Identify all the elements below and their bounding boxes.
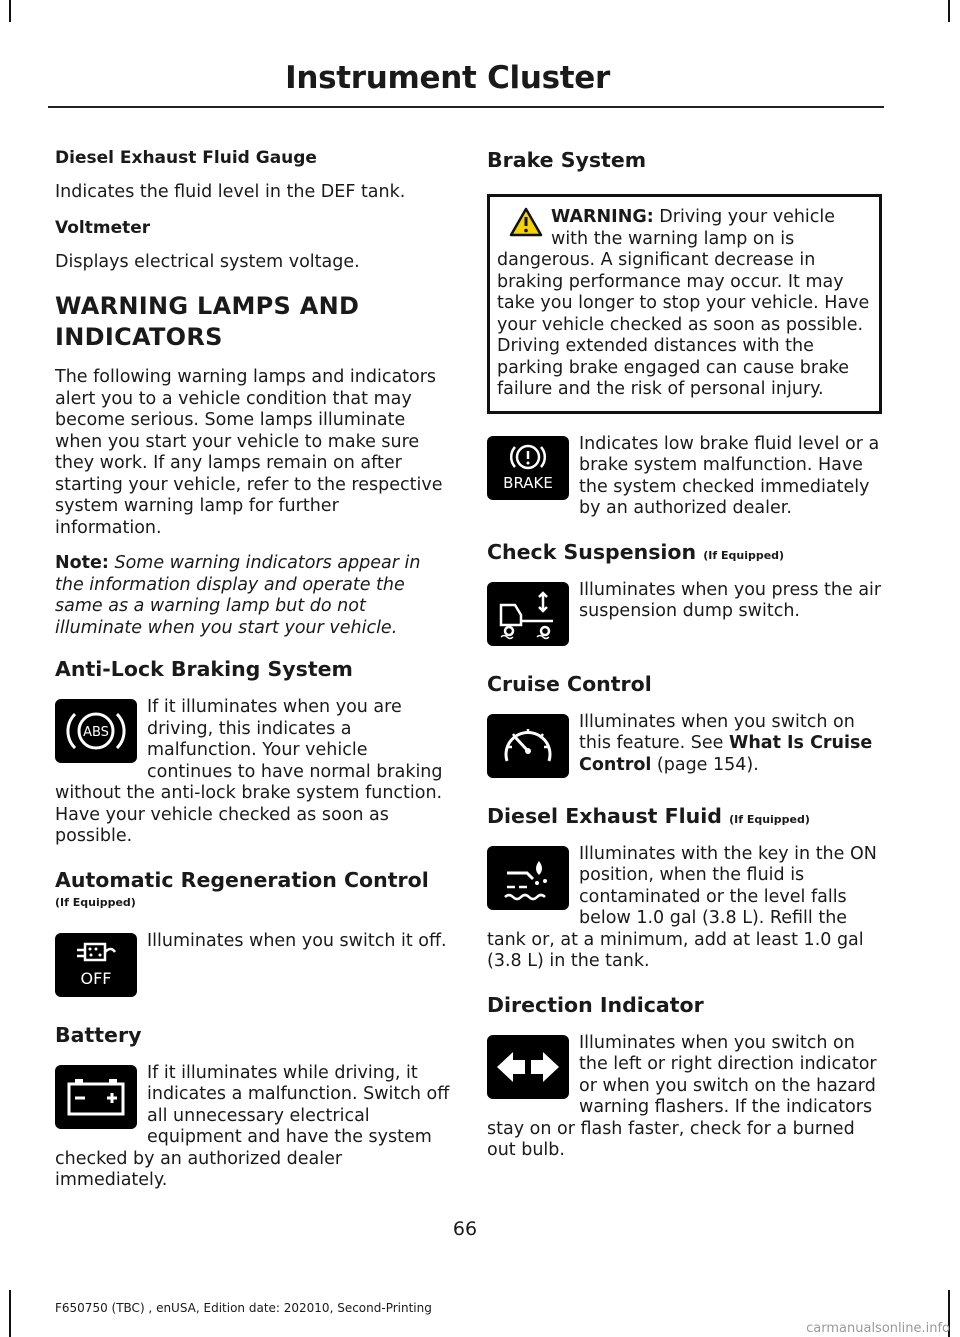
right-column: [487, 148, 882, 1182]
cruise-xref-link[interactable]: What Is Cruise Control: [579, 733, 873, 775]
brake-block: [487, 434, 882, 520]
arrows-icon: [487, 1035, 569, 1099]
suspension-icon: [487, 582, 569, 646]
def-icon: [487, 846, 569, 910]
suspension-text: Illuminates when you press the air suspension dump switch.: [579, 579, 882, 621]
voltmeter-title: Voltmeter: [55, 217, 151, 238]
suspension-heading: [487, 540, 882, 564]
warning-label: WARNING:: [551, 207, 654, 227]
cruise-block: [487, 712, 882, 784]
intro-text: The following warning lamps and indicators alert you to a vehicle condition that may become serious. Some lamps illuminate when you start your vehicle to make sure they work. If any lamps remain on after starting your vehicle, refer to the respective system warning lamp for further information.: [55, 367, 443, 538]
regen-icon-label: OFF: [80, 968, 112, 988]
cruise-text-before: Illuminates when you switch on this feature. See: [579, 711, 855, 753]
note: [55, 553, 450, 639]
def-gauge-text: Indicates the fluid level in the DEF tank.: [55, 182, 406, 202]
brake-title: Brake System: [487, 148, 647, 172]
def-block: [487, 844, 882, 973]
cruise-title: Cruise Control: [487, 671, 652, 696]
note-text: Some warning indicators appear in the information display and operate the same as a warning lamp but do not illuminate when you start your vehicle.: [55, 553, 421, 638]
header-rule: [48, 106, 884, 108]
warning-text: Driving your vehicle with the warning lamp on is dangerous. A significant decrease in braking performance may occur. It may take you longer to stop your vehicle. Have your vehicle checked as soon as possible. Driving extended distances with the parking brake engaged can cause brake failure and the risk of personal injury.: [497, 207, 870, 399]
def-heading: [487, 804, 882, 828]
voltmeter-text: Displays electrical system voltage.: [55, 251, 360, 272]
regen-if-equipped: (If Equipped): [55, 895, 136, 909]
warning-box: [487, 194, 882, 414]
direction-title: Direction Indicator: [487, 992, 704, 1017]
suspension-title: Check Suspension: [487, 539, 697, 564]
cruise-text-after: (page 154).: [651, 754, 759, 775]
abs-block: [55, 697, 450, 848]
direction-text: Illuminates when you switch on the left or right direction indicator or when you switch on the hazard warning flashers. If the indicators stay on or flash faster, check for a burned out bulb.: [487, 1032, 877, 1160]
brake-icon-label: BRAKE: [503, 473, 553, 492]
abs-text: If it illuminates when you are driving, this indicates a malfunction. Your vehicle continues to have normal braking without the anti-lock brake system function. Have your vehicle checked as soon as possible.: [55, 697, 443, 846]
warning-paragraph: [497, 207, 872, 401]
suspension-if-equipped: (If Equipped): [703, 548, 785, 562]
def-text: Illuminates with the key in the ON position, when the fluid is contaminated or the level falls below 1.0 gal (3.8 L). Refill the tank or, at a minimum, add at least 1.0 gal (3.8 L) in the tank.: [487, 843, 877, 971]
abs-icon: [55, 699, 137, 763]
page-number: 66: [452, 1218, 478, 1240]
brake-text: Indicates low brake fluid level or a brake system malfunction. Have the system checked immediately by an authorized dealer.: [579, 433, 880, 518]
battery-title: Battery: [55, 1022, 142, 1047]
regen-block: [55, 931, 450, 1003]
def-if-equipped: (If Equipped): [729, 812, 810, 826]
svg-text:ABS: ABS: [83, 725, 109, 740]
suspension-block: [487, 580, 882, 652]
crop-mark: [9, 0, 11, 22]
brake-icon: [487, 436, 569, 500]
watermark: carmanualsonline.info: [806, 1321, 950, 1336]
direction-block: [487, 1033, 882, 1162]
regen-text: Illuminates when you switch it off.: [147, 930, 447, 951]
regen-title: Automatic Regeneration Control: [55, 867, 429, 892]
crop-mark: [9, 1290, 11, 1337]
battery-icon: [55, 1065, 137, 1129]
warning-triangle-icon: [509, 207, 543, 244]
battery-block: [55, 1063, 450, 1192]
crop-mark: [948, 0, 950, 22]
note-label: Note:: [55, 553, 109, 573]
def-gauge-title: Diesel Exhaust Fluid Gauge: [55, 148, 317, 168]
section-title: WARNING LAMPS AND INDICATORS: [55, 292, 360, 351]
left-column: [55, 148, 450, 1212]
page-title: Instrument Cluster: [285, 60, 610, 96]
edition-info: F650750 (TBC) , enUSA, Edition date: 202010, Second-Printing: [55, 1301, 432, 1315]
cruise-icon: [487, 714, 569, 778]
abs-title: Anti-Lock Braking System: [55, 657, 353, 681]
battery-text: If it illuminates while driving, it indicates a malfunction. Switch off all unnecessary electrical equipment and have the system checked by an authorized dealer immediately.: [55, 1062, 450, 1190]
regen-off-icon: [55, 933, 137, 997]
def-title: Diesel Exhaust Fluid: [487, 803, 722, 828]
